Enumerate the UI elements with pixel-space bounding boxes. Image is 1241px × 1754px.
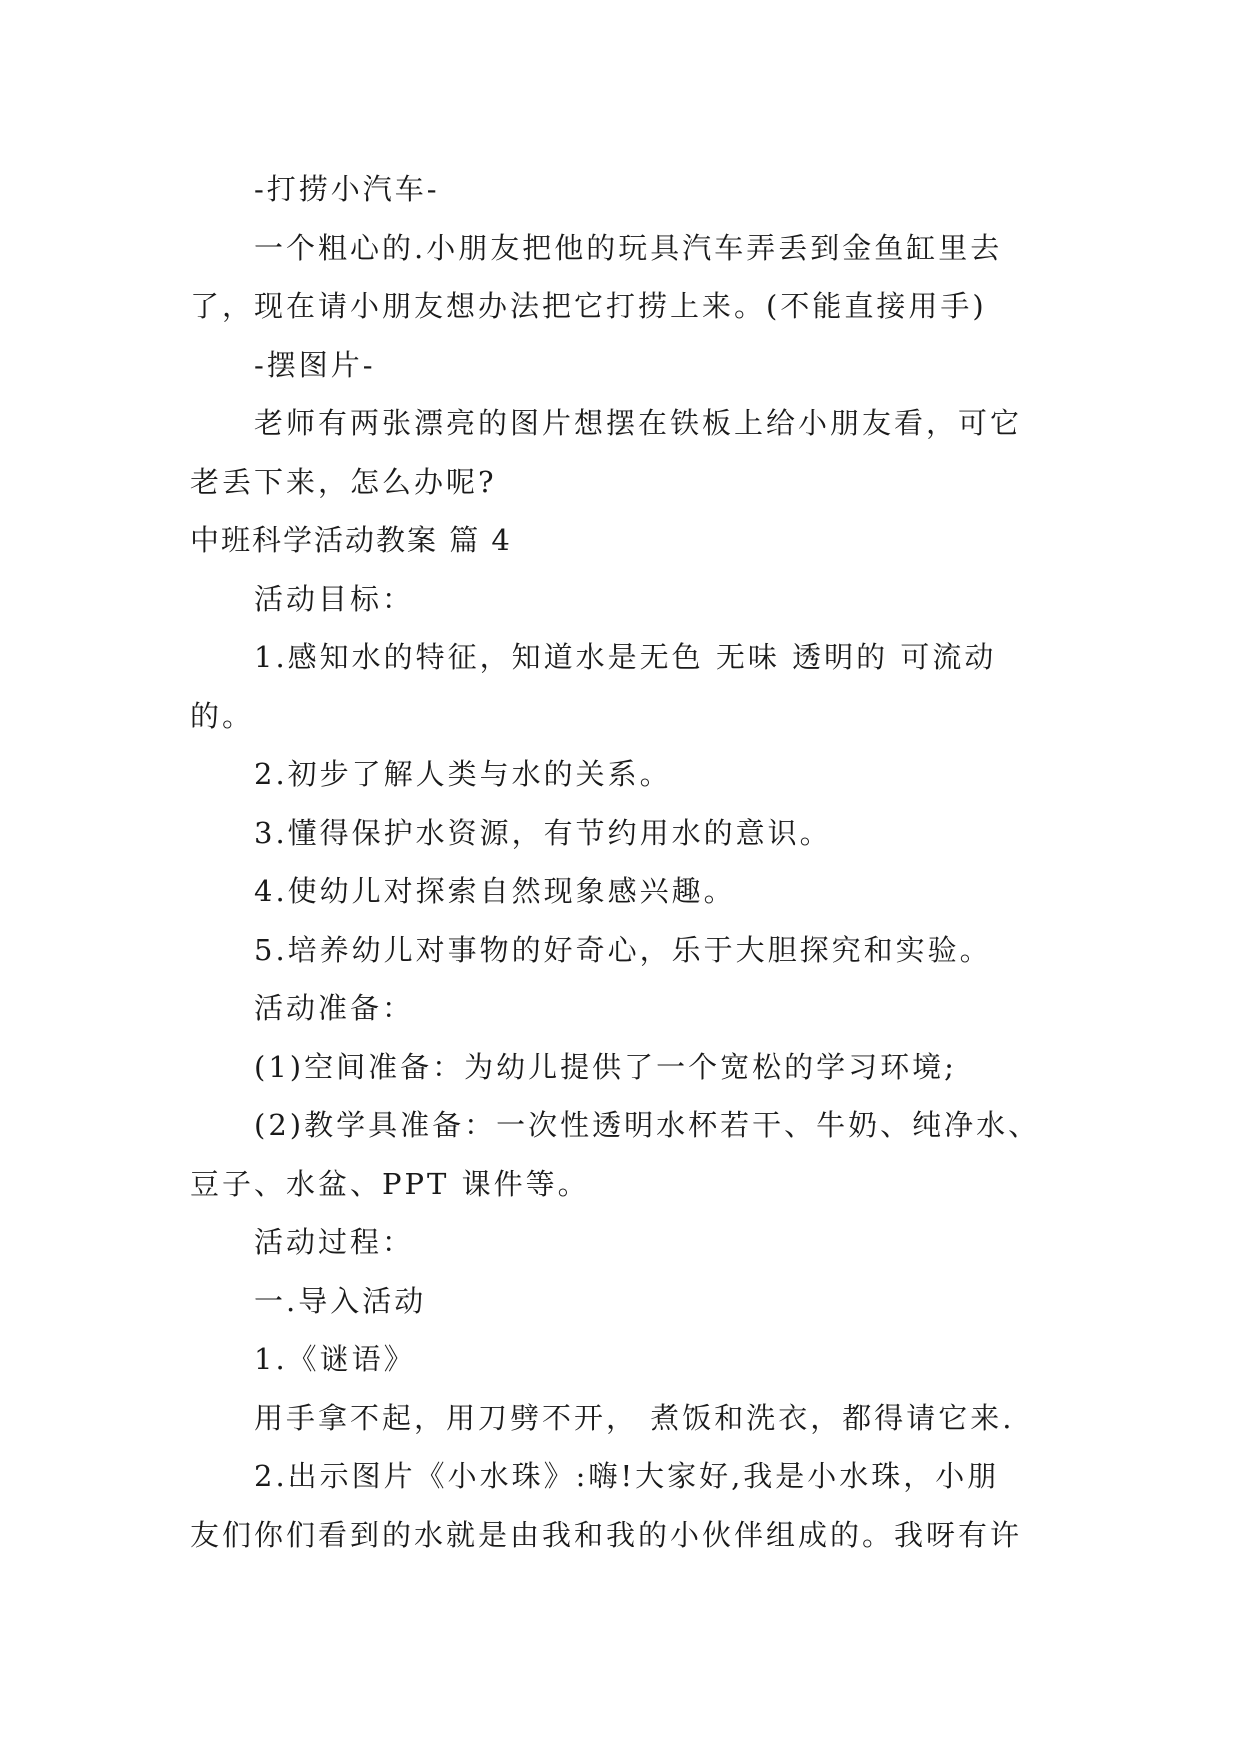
process-step-heading: 一.导入活动: [254, 1283, 427, 1318]
activity-preparation-label: 活动准备：: [254, 991, 415, 1025]
paragraph-line: 了，现在请小朋友想办法把它打捞上来。(不能直接用手): [190, 289, 987, 323]
goal-item-continuation: 的。: [190, 698, 255, 733]
goal-item: 1.感知水的特征，知道水是无色 无味 透明的 可流动: [254, 640, 997, 674]
section-title-fishing-car: -打捞小汽车-: [254, 172, 440, 206]
paragraph-line: 老丢下来，怎么办呢?: [190, 464, 497, 499]
goal-item: 2.初步了解人类与水的关系。: [254, 757, 672, 791]
goal-item: 3.懂得保护水资源，有节约用水的意识。: [254, 815, 832, 850]
paragraph-line: 友们你们看到的水就是由我和我的小伙伴组成的。我呀有许: [190, 1517, 1023, 1552]
activity-process-label: 活动过程：: [254, 1225, 415, 1259]
preparation-item-continuation: 豆子、水盆、PPT 课件等。: [190, 1166, 590, 1201]
activity-goals-label: 活动目标：: [254, 581, 415, 616]
process-substep: 1.《谜语》: [254, 1342, 416, 1376]
lesson-heading: 中班科学活动教案 篇 4: [190, 523, 512, 557]
document-body: [190, 160, 1050, 1564]
process-substep: 2.出示图片《小水珠》:嗨!大家好,我是小水珠，小朋: [254, 1459, 1000, 1493]
goal-item: 5.培养幼儿对事物的好奇心，乐于大胆探究和实验。: [254, 932, 992, 967]
riddle-text: 用手拿不起，用刀劈不开， 煮饭和洗衣，都得请它来.: [254, 1400, 1015, 1435]
paragraph-line: 老师有两张漂亮的图片想摆在铁板上给小朋友看，可它: [254, 406, 1023, 440]
goal-item: 4.使幼儿对探索自然现象感兴趣。: [254, 874, 736, 908]
section-title-place-pictures: -摆图片-: [254, 347, 376, 382]
preparation-item: (1)空间准备：为幼儿提供了一个宽松的学习环境;: [254, 1049, 957, 1084]
paragraph-line: 一个粗心的.小朋友把他的玩具汽车弄丢到金鱼缸里去: [254, 230, 1003, 265]
preparation-item: (2)教学具准备：一次性透明水杯若干、牛奶、纯净水、: [254, 1108, 1041, 1142]
